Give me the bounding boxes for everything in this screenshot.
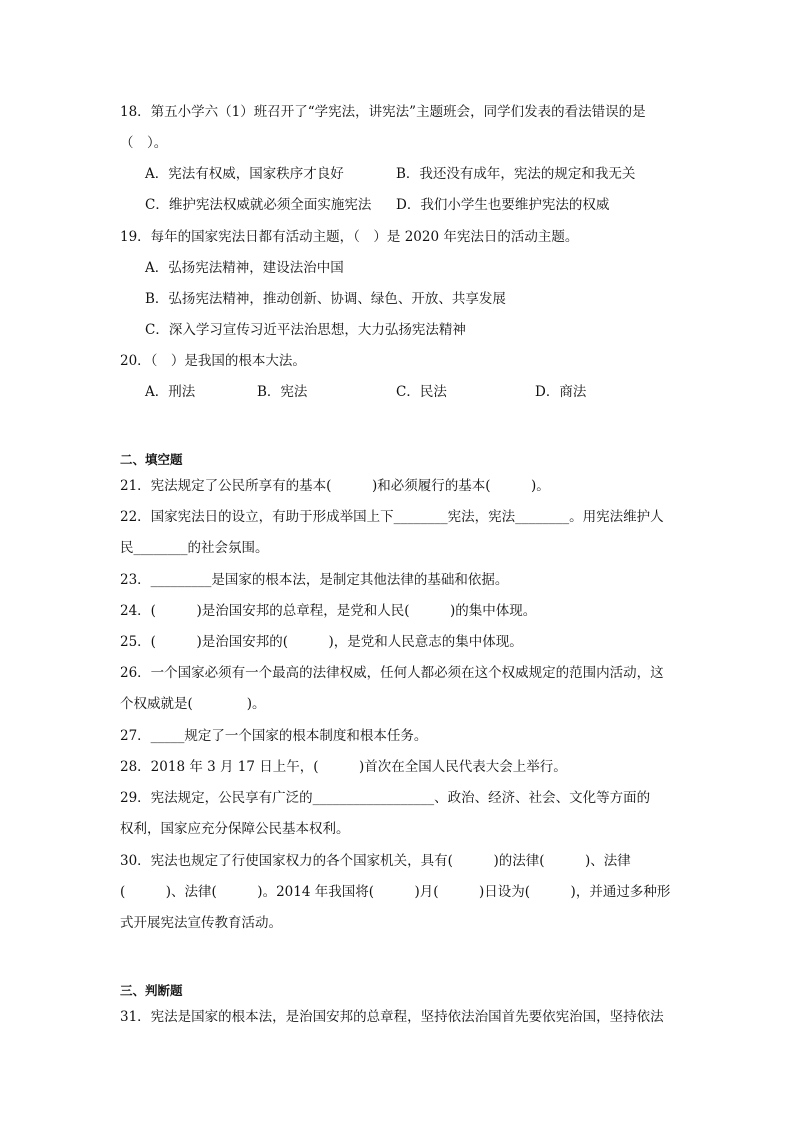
question-26: 26．一个国家必须有一个最高的法律权威，任何人都必须在这个权威规定的范围内活动，这 bbox=[120, 665, 664, 681]
question-20-option-c: C．民法 bbox=[396, 384, 447, 400]
question-18-stem: 18．第五小学六（1）班召开了“学宪法，讲宪法”主题班会，同学们发表的看法错误的是 bbox=[120, 104, 646, 120]
question-29-continued: 权利，国家应充分保障公民基本权利。 bbox=[120, 821, 350, 837]
question-23: 23．_________是国家的根本法，是制定其他法律的基础和依据。 bbox=[120, 572, 509, 588]
question-30-continued-1: ( )、法律( )。2014 年我国将( )月( )日设为( )，并通过多种形 bbox=[120, 884, 671, 900]
question-18-option-c: C．维护宪法权威就必须全面实施宪法 bbox=[145, 197, 372, 213]
question-28: 28．2018 年 3 月 17 日上午，( )首次在全国人民代表大会上举行。 bbox=[120, 759, 567, 775]
question-19-option-b: B．弘扬宪法精神，推动创新、协调、绿色、开放、共享发展 bbox=[145, 291, 506, 307]
question-26-continued: 个权威就是( )。 bbox=[120, 696, 266, 712]
question-25: 25．( )是治国安邦的( )，是党和人民意志的集中体现。 bbox=[120, 634, 523, 650]
section-2-heading: 二、填空题 bbox=[120, 452, 183, 467]
question-20-option-b: B．宪法 bbox=[257, 384, 308, 400]
question-29: 29．宪法规定，公民享有广泛的__________________、政治、经济、社会、文化等方面的 bbox=[120, 790, 651, 806]
question-31: 31．宪法是国家的根本法，是治国安邦的总章程，坚持依法治国首先要依宪治国，坚持依法 bbox=[120, 1009, 664, 1025]
question-18-option-a: A．宪法有权威，国家秩序才良好 bbox=[145, 166, 344, 182]
question-22: 22．国家宪法日的设立，有助于形成举国上下________宪法，宪法________。用宪法维护人 bbox=[120, 509, 664, 525]
question-19-stem: 19．每年的国家宪法日都有活动主题，（ ）是 2020 年宪法日的活动主题。 bbox=[120, 229, 579, 245]
question-30: 30．宪法也规定了行使国家权力的各个国家机关，具有( )的法律( )、法律 bbox=[120, 853, 631, 869]
question-24: 24．( )是治国安邦的总章程，是党和人民( )的集中体现。 bbox=[120, 603, 537, 619]
question-30-continued-2: 式开展宪法宣传教育活动。 bbox=[120, 915, 282, 931]
question-20-option-a: A．刑法 bbox=[145, 384, 196, 400]
question-27: 27．_____规定了一个国家的根本制度和根本任务。 bbox=[120, 728, 428, 744]
question-20-stem: 20．（ ）是我国的根本大法。 bbox=[120, 353, 306, 369]
question-18-stem-continued: （ ）。 bbox=[120, 135, 168, 151]
question-22-continued: 民________的社会氛围。 bbox=[120, 540, 269, 556]
question-21: 21．宪法规定了公民所享有的基本( )和必须履行的基本( )。 bbox=[120, 478, 550, 494]
question-19-option-a: A．弘扬宪法精神，建设法治中国 bbox=[145, 260, 344, 276]
section-3-heading: 三、判断题 bbox=[120, 983, 183, 998]
question-20-option-d: D．商法 bbox=[535, 384, 587, 400]
question-19-option-c: C．深入学习宣传习近平法治思想，大力弘扬宪法精神 bbox=[145, 322, 466, 338]
question-18-option-d: D．我们小学生也要维护宪法的权威 bbox=[396, 197, 610, 213]
question-18-option-b: B．我还没有成年，宪法的规定和我无关 bbox=[396, 166, 636, 182]
